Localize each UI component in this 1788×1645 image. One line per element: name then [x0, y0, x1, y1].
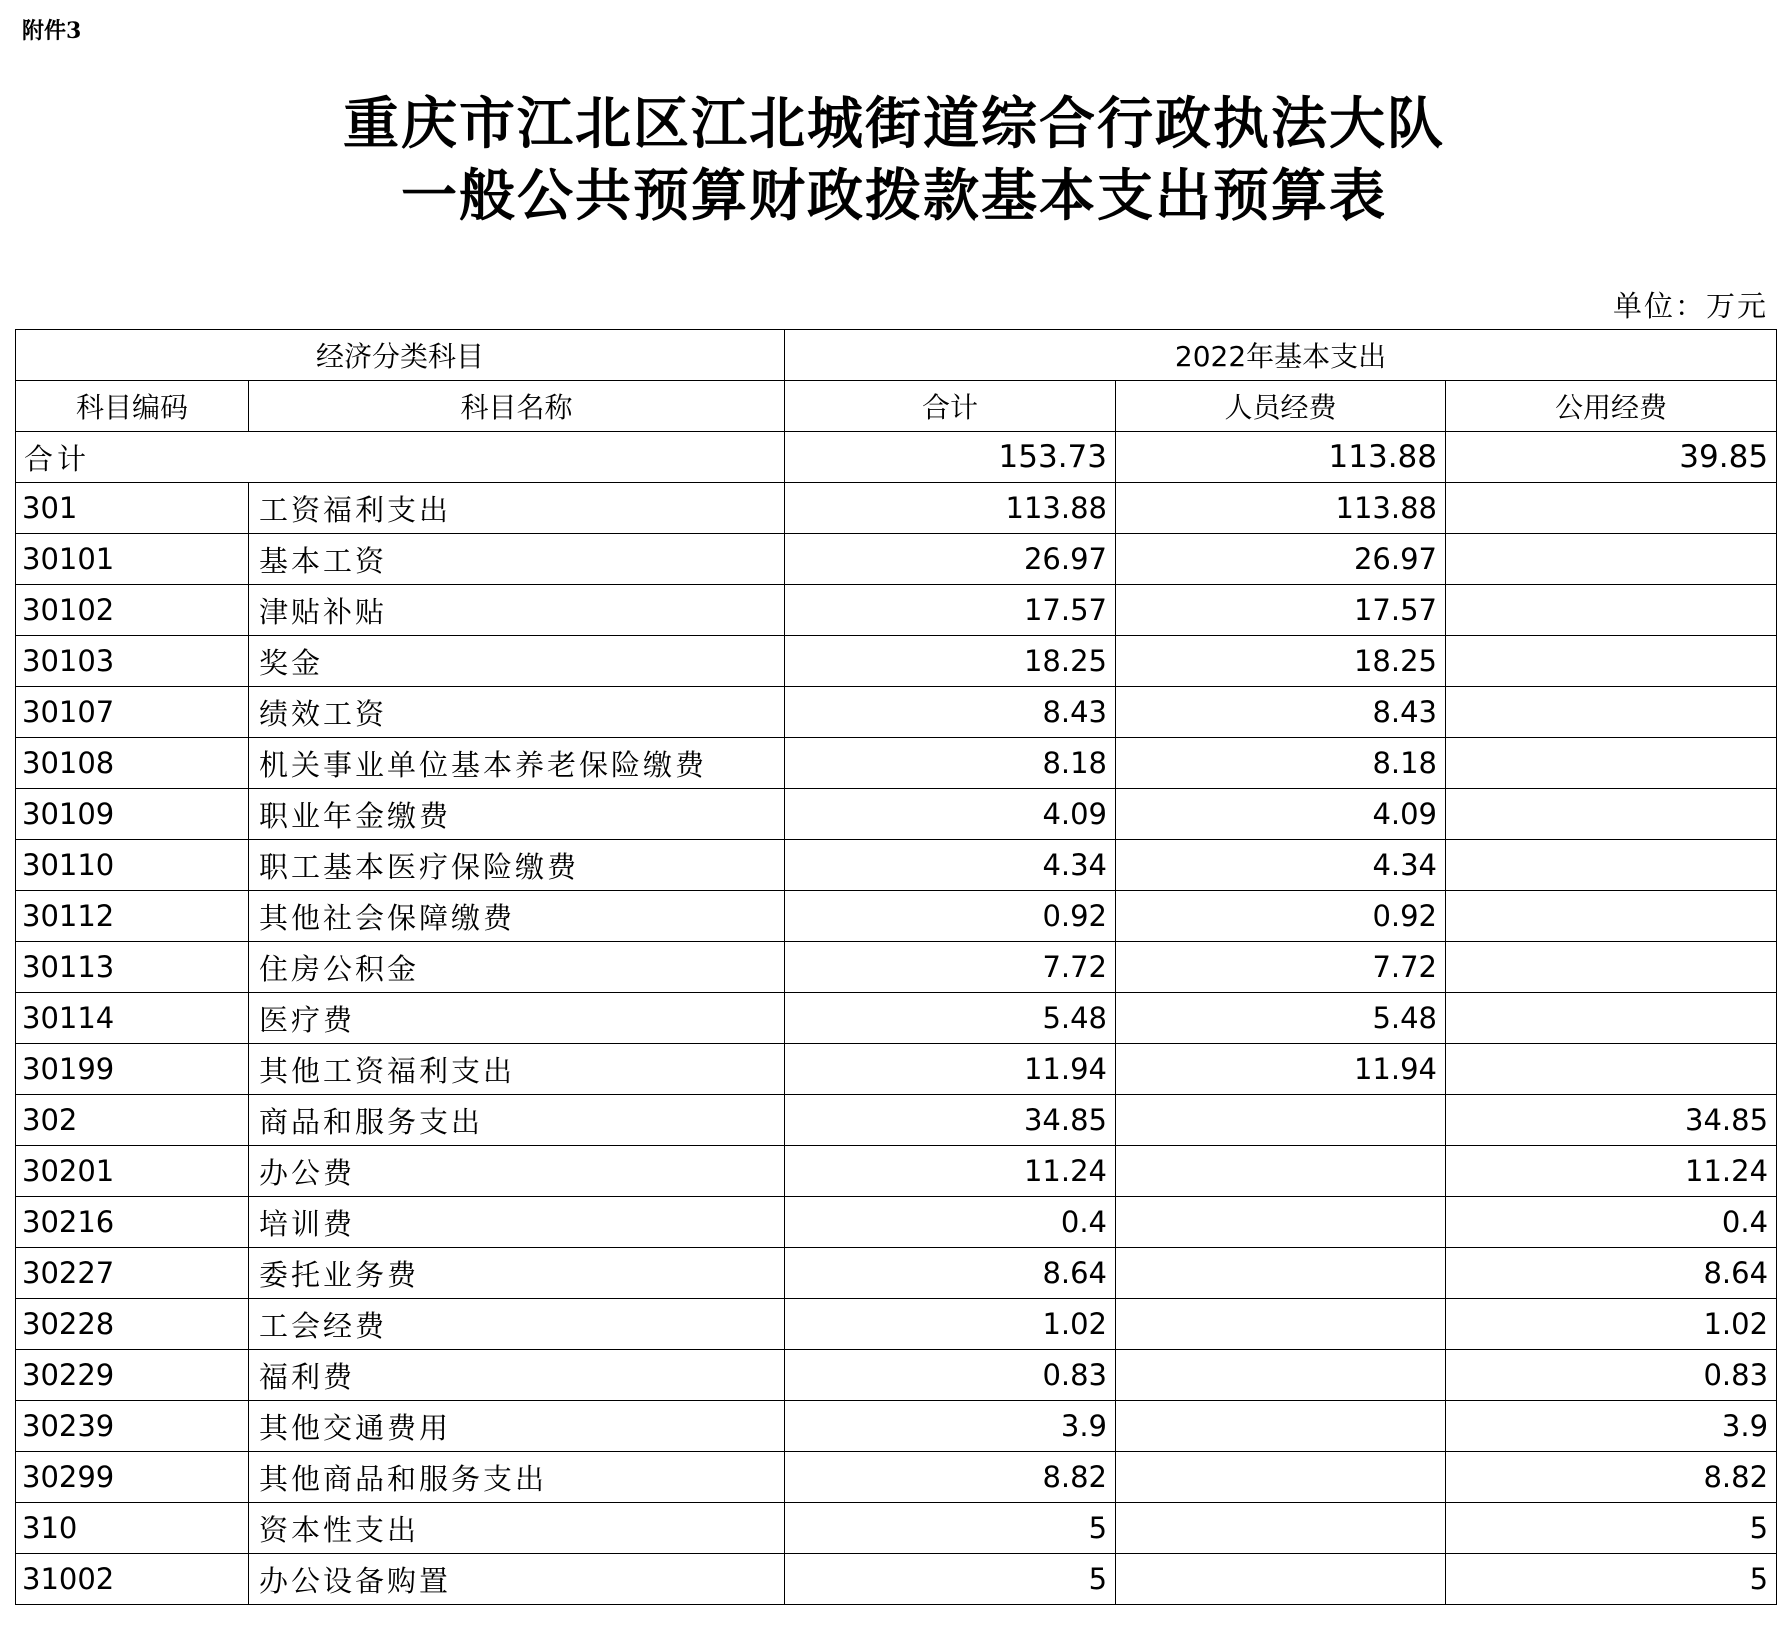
total-public-cell: 39.85	[1446, 432, 1777, 483]
table-row	[16, 636, 1777, 687]
table-row	[16, 1350, 1777, 1401]
row-public: 0.83	[1446, 1350, 1777, 1401]
row-personnel: 8.18	[1116, 738, 1446, 789]
row-name: 商品和服务支出	[249, 1095, 785, 1146]
row-personnel: 5.48	[1116, 993, 1446, 1044]
row-name: 津贴补贴	[249, 585, 785, 636]
row-personnel	[1116, 1350, 1446, 1401]
row-personnel	[1116, 1248, 1446, 1299]
row-code: 30228	[16, 1299, 249, 1350]
row-personnel	[1116, 1095, 1446, 1146]
row-public	[1446, 1044, 1777, 1095]
row-public	[1446, 840, 1777, 891]
row-code: 30201	[16, 1146, 249, 1197]
row-name: 基本工资	[249, 534, 785, 585]
table-row	[16, 1248, 1777, 1299]
table-row	[16, 1401, 1777, 1452]
row-name: 办公设备购置	[249, 1554, 785, 1605]
row-name: 福利费	[249, 1350, 785, 1401]
row-code: 30103	[16, 636, 249, 687]
row-name: 资本性支出	[249, 1503, 785, 1554]
row-total: 0.4	[785, 1197, 1116, 1248]
table-row	[16, 585, 1777, 636]
header-public: 公用经费	[1446, 381, 1777, 432]
row-public: 0.4	[1446, 1197, 1777, 1248]
row-public	[1446, 585, 1777, 636]
row-name: 其他社会保障缴费	[249, 891, 785, 942]
row-name: 委托业务费	[249, 1248, 785, 1299]
row-total: 34.85	[785, 1095, 1116, 1146]
row-code: 310	[16, 1503, 249, 1554]
row-personnel	[1116, 1503, 1446, 1554]
row-code: 30101	[16, 534, 249, 585]
row-total: 4.34	[785, 840, 1116, 891]
row-total: 8.18	[785, 738, 1116, 789]
page-title-line1: 重庆市江北区江北城街道综合行政执法大队	[343, 91, 1445, 157]
header-basic-expenditure: 2022年基本支出	[785, 330, 1777, 381]
row-name: 其他工资福利支出	[249, 1044, 785, 1095]
row-public	[1446, 483, 1777, 534]
row-code: 30299	[16, 1452, 249, 1503]
row-name: 住房公积金	[249, 942, 785, 993]
row-personnel: 7.72	[1116, 942, 1446, 993]
row-code: 301	[16, 483, 249, 534]
row-personnel	[1116, 1401, 1446, 1452]
table-row	[16, 891, 1777, 942]
row-public: 3.9	[1446, 1401, 1777, 1452]
row-personnel	[1116, 1146, 1446, 1197]
table-row	[16, 840, 1777, 891]
row-personnel: 4.09	[1116, 789, 1446, 840]
row-code: 30227	[16, 1248, 249, 1299]
table-row	[16, 1554, 1777, 1605]
row-code: 30199	[16, 1044, 249, 1095]
header-code: 科目编码	[16, 381, 249, 432]
row-personnel: 11.94	[1116, 1044, 1446, 1095]
budget-table	[15, 329, 1777, 1605]
row-total: 11.24	[785, 1146, 1116, 1197]
total-personnel-cell: 113.88	[1116, 432, 1446, 483]
total-label: 合计	[16, 432, 785, 483]
row-public: 5	[1446, 1503, 1777, 1554]
header-column-row	[16, 381, 1777, 432]
row-total: 11.94	[785, 1044, 1116, 1095]
row-total: 113.88	[785, 483, 1116, 534]
row-personnel: 8.43	[1116, 687, 1446, 738]
row-name: 绩效工资	[249, 687, 785, 738]
row-personnel	[1116, 1197, 1446, 1248]
table-row	[16, 1299, 1777, 1350]
total-cell: 153.73	[785, 432, 1116, 483]
table-row	[16, 687, 1777, 738]
row-total: 8.82	[785, 1452, 1116, 1503]
row-personnel	[1116, 1554, 1446, 1605]
table-row	[16, 789, 1777, 840]
row-code: 30112	[16, 891, 249, 942]
table-row	[16, 1146, 1777, 1197]
row-code: 30107	[16, 687, 249, 738]
row-name: 办公费	[249, 1146, 785, 1197]
row-total: 17.57	[785, 585, 1116, 636]
row-personnel: 17.57	[1116, 585, 1446, 636]
header-personnel: 人员经费	[1116, 381, 1446, 432]
row-personnel: 18.25	[1116, 636, 1446, 687]
row-name: 其他交通费用	[249, 1401, 785, 1452]
row-public: 8.82	[1446, 1452, 1777, 1503]
row-public: 8.64	[1446, 1248, 1777, 1299]
row-total: 8.43	[785, 687, 1116, 738]
row-public	[1446, 891, 1777, 942]
row-code: 30216	[16, 1197, 249, 1248]
header-name: 科目名称	[249, 381, 785, 432]
row-public	[1446, 636, 1777, 687]
row-total: 4.09	[785, 789, 1116, 840]
row-total: 18.25	[785, 636, 1116, 687]
row-code: 30109	[16, 789, 249, 840]
row-name: 工会经费	[249, 1299, 785, 1350]
page-title-line2: 一般公共预算财政拨款基本支出预算表	[401, 163, 1387, 229]
table-row	[16, 534, 1777, 585]
header-group-row	[16, 330, 1777, 381]
row-name: 医疗费	[249, 993, 785, 1044]
row-personnel: 26.97	[1116, 534, 1446, 585]
row-total: 0.83	[785, 1350, 1116, 1401]
row-name: 工资福利支出	[249, 483, 785, 534]
row-total: 26.97	[785, 534, 1116, 585]
row-public: 5	[1446, 1554, 1777, 1605]
table-row	[16, 1197, 1777, 1248]
row-total: 5	[785, 1503, 1116, 1554]
row-public	[1446, 942, 1777, 993]
row-code: 302	[16, 1095, 249, 1146]
row-total: 0.92	[785, 891, 1116, 942]
row-code: 30114	[16, 993, 249, 1044]
row-name: 其他商品和服务支出	[249, 1452, 785, 1503]
row-public	[1446, 993, 1777, 1044]
table-row	[16, 1044, 1777, 1095]
row-total: 5.48	[785, 993, 1116, 1044]
row-name: 培训费	[249, 1197, 785, 1248]
row-public	[1446, 687, 1777, 738]
header-economic-category: 经济分类科目	[16, 330, 785, 381]
row-personnel: 113.88	[1116, 483, 1446, 534]
row-code: 30229	[16, 1350, 249, 1401]
header-total: 合计	[785, 381, 1116, 432]
row-code: 30102	[16, 585, 249, 636]
row-code: 30239	[16, 1401, 249, 1452]
row-total: 5	[785, 1554, 1116, 1605]
row-public	[1446, 789, 1777, 840]
table-row	[16, 993, 1777, 1044]
row-code: 30108	[16, 738, 249, 789]
unit-label: 单位：万元	[1612, 289, 1768, 323]
row-total: 3.9	[785, 1401, 1116, 1452]
table-row	[16, 1452, 1777, 1503]
row-total: 7.72	[785, 942, 1116, 993]
row-public	[1446, 738, 1777, 789]
row-public	[1446, 534, 1777, 585]
row-personnel	[1116, 1299, 1446, 1350]
row-code: 30110	[16, 840, 249, 891]
row-name: 职业年金缴费	[249, 789, 785, 840]
table-row	[16, 738, 1777, 789]
row-total: 1.02	[785, 1299, 1116, 1350]
row-code: 30113	[16, 942, 249, 993]
row-name: 机关事业单位基本养老保险缴费	[249, 738, 785, 789]
row-public: 11.24	[1446, 1146, 1777, 1197]
table-row	[16, 483, 1777, 534]
row-public: 34.85	[1446, 1095, 1777, 1146]
row-personnel	[1116, 1452, 1446, 1503]
row-personnel: 4.34	[1116, 840, 1446, 891]
table-row	[16, 942, 1777, 993]
row-code: 31002	[16, 1554, 249, 1605]
table-row	[16, 1095, 1777, 1146]
row-personnel: 0.92	[1116, 891, 1446, 942]
attachment-label: 附件3	[22, 18, 82, 44]
row-name: 奖金	[249, 636, 785, 687]
total-row	[16, 432, 1777, 483]
row-total: 8.64	[785, 1248, 1116, 1299]
row-name: 职工基本医疗保险缴费	[249, 840, 785, 891]
row-public: 1.02	[1446, 1299, 1777, 1350]
table-row	[16, 1503, 1777, 1554]
